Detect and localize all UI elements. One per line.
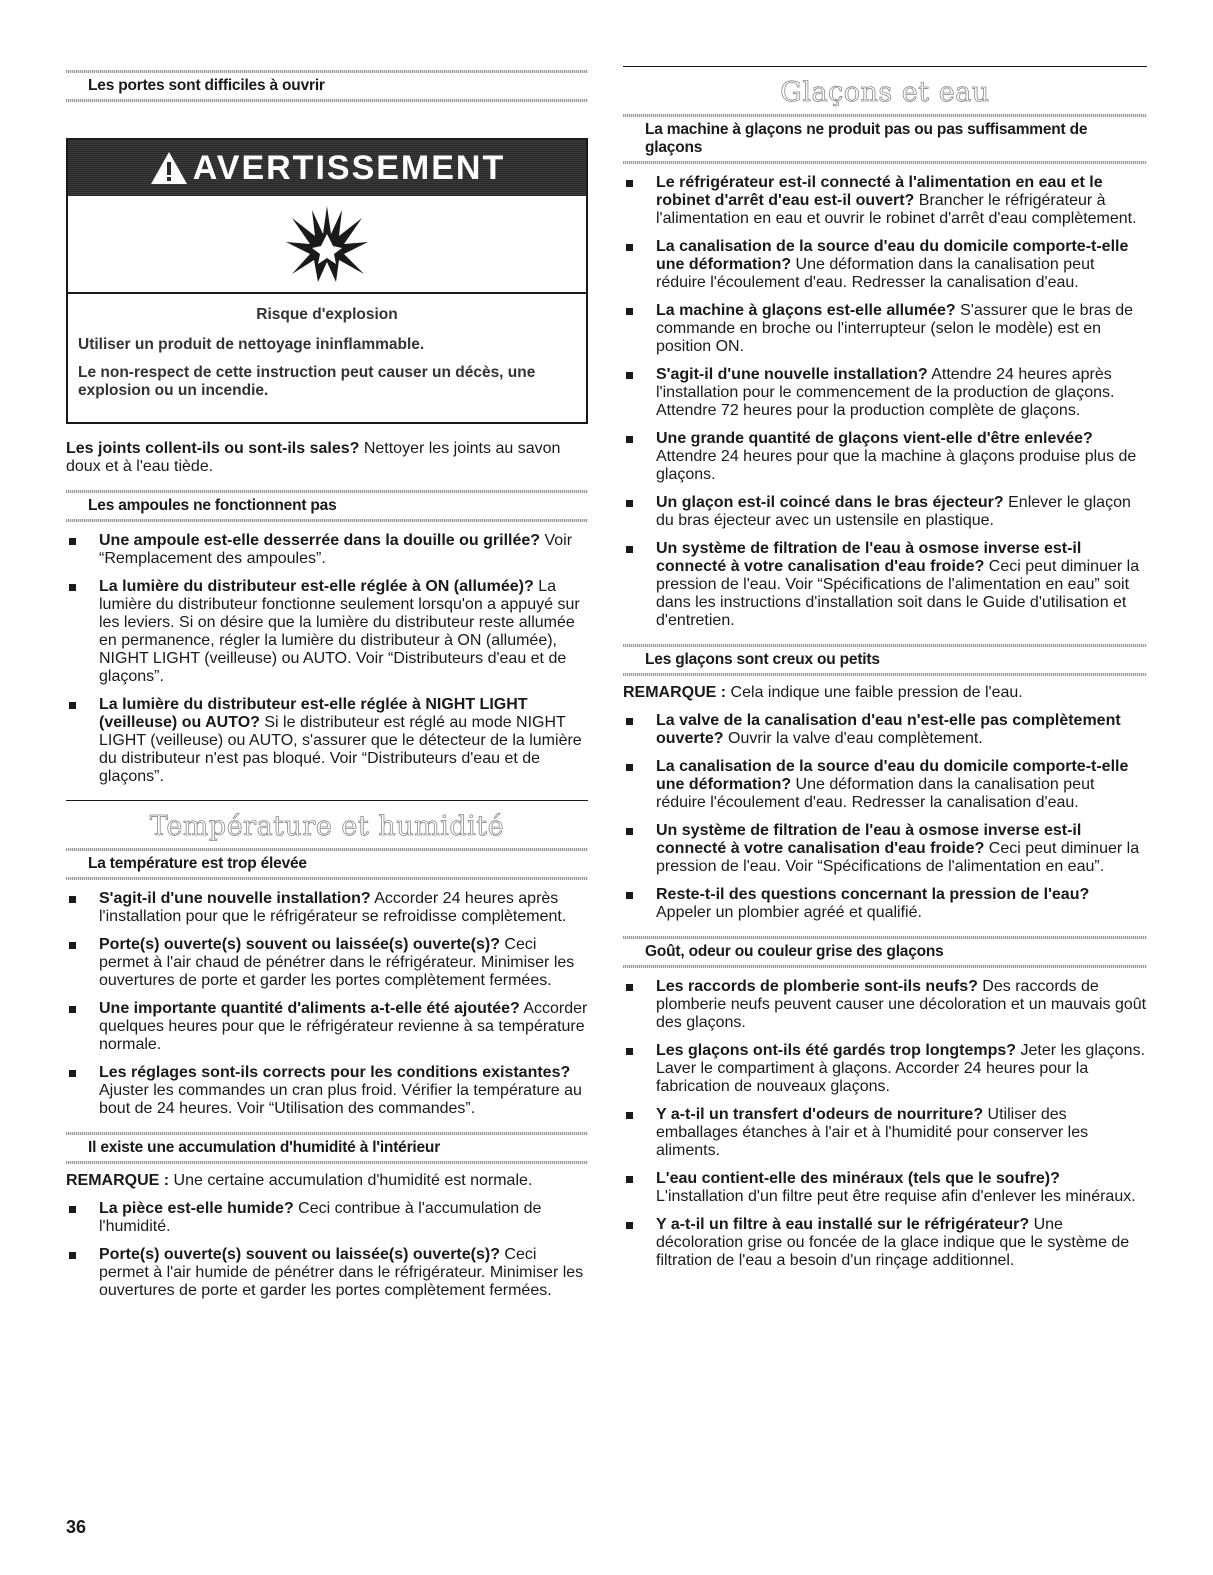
doors-heading: Les portes sont difficiles à ouvrir (66, 70, 588, 102)
list-item: La lumière du distributeur est-elle réglée à ON (allumée)? La lumière du distributeur fonctionne seulement lorsqu'on a appuyé sur les leviers. Si on désire que la lumière du distributeur reste allumée en permanence, régler la lumière du distributeur à ON (allumée), NIGHT LIGHT (veilleuse) ou AUTO. Voir “Distributeurs d'eau et de glaçons”. (66, 578, 588, 686)
list-item: Une importante quantité d'aliments a-t-elle été ajoutée? Accorder quelques heures pour que le réfrigérateur revienne à sa température normale. (66, 1000, 588, 1054)
list-item: Un système de filtration de l'eau à osmose inverse est-il connecté à votre canalisation d'eau froide? Ceci peut diminuer la pression de l'eau. Voir “Spécifications de l'alimentation en eau”. (623, 822, 1147, 876)
ice-section-title: Glaçons et eau (780, 77, 990, 108)
list-item: La pièce est-elle humide? Ceci contribue à l'accumulation de l'humidité. (66, 1200, 588, 1236)
humid-note: REMARQUE : Une certaine accumulation d'humidité est normale. (66, 1172, 533, 1189)
list-item: Un système de filtration de l'eau à osmose inverse est-il connecté à votre canalisation d'eau froide? Ceci peut diminuer la pression de l'eau. Voir “Spécifications de l'alimentation en eau” soit dans les instructions d'installation soit dans le Guide d'utilisation et d'entretien. (623, 540, 1147, 630)
list-item: Les raccords de plomberie sont-ils neufs? Des raccords de plomberie neufs peuvent causer une décoloration et un mauvais goût des glaçons. (623, 978, 1147, 1032)
list-item: La canalisation de la source d'eau du domicile comporte-t-elle une déformation? Une déformation dans la canalisation peut réduire l'écoulement d'eau. Redresser la canalisation d'eau. (623, 758, 1147, 812)
temp-heading: La température est trop élevée (66, 848, 588, 880)
hollow-heading: Les glaçons sont creux ou petits (623, 644, 1147, 676)
temp-section-title: Température et humidité (149, 811, 505, 842)
list-item: La canalisation de la source d'eau du domicile comporte-t-elle une déformation? Une déformation dans la canalisation peut réduire l'écoulement d'eau. Redresser la canalisation d'eau. (623, 238, 1147, 292)
warning-triangle-icon (149, 150, 189, 186)
bulbs-list (66, 532, 588, 786)
list-item: La machine à glaçons est-elle allumée? S'assurer que le bras de commande en broche ou l'interrupteur (selon le modèle) est en position ON. (623, 302, 1147, 356)
list-item: Porte(s) ouverte(s) souvent ou laissée(s) ouverte(s)? Ceci permet à l'air humide de pénétrer dans le réfrigérateur. Minimiser les ouvertures de porte et garder les portes complètement fermées. (66, 1246, 588, 1300)
list-item: S'agit-il d'une nouvelle installation? Accorder 24 heures après l'installation pour que le réfrigérateur se refroidisse complètement. (66, 890, 588, 926)
joints-answer: Nettoyer les joints au savon doux et à l'eau tiède. (66, 440, 561, 475)
list-item: Les réglages sont-ils corrects pour les conditions existantes? Ajuster les commandes un cran plus froid. Vérifier la température au bout de 24 heures. Voir “Utilisation des commandes”. (66, 1064, 588, 1118)
list-item: La lumière du distributeur est-elle réglée à NIGHT LIGHT (veilleuse) ou AUTO? Si le distributeur est réglé au mode NIGHT LIGHT (veilleuse) ou AUTO, s'assurer que le détecteur de la lumière du distributeur n'est pas bloqué. Voir “Distributeurs d'eau et de glaçons”. (66, 696, 588, 786)
list-item: Un glaçon est-il coincé dans le bras éjecteur? Enlever le glaçon du bras éjecteur avec un ustensile en plastique. (623, 494, 1147, 530)
list-item: La valve de la canalisation d'eau n'est-elle pas complètement ouverte? Ouvrir la valve d'eau complètement. (623, 712, 1147, 748)
ice-list (623, 174, 1147, 630)
list-item: Porte(s) ouverte(s) souvent ou laissée(s) ouverte(s)? Ceci permet à l'air chaud de pénétrer dans le réfrigérateur. Minimiser les ouvertures de porte et garder les portes complètement fermées. (66, 936, 588, 990)
list-item: S'agit-il d'une nouvelle installation? Attendre 24 heures après l'installation pour le commencement de la production de glaçons. Attendre 72 heures pour la production complète de glaçons. (623, 366, 1147, 420)
left-column (66, 0, 588, 1300)
right-column (623, 0, 1147, 1270)
joints-question: Les joints collent-ils ou sont-ils sales? (66, 440, 360, 457)
temp-list (66, 890, 588, 1118)
hollow-list (623, 712, 1147, 922)
list-item: Le réfrigérateur est-il connecté à l'alimentation en eau et le robinet d'arrêt d'eau est-il ouvert? Brancher le réfrigérateur à l'alimentation en eau et ouvrir le robinet d'arrêt d'eau complètement. (623, 174, 1147, 228)
explosion-icon (284, 204, 370, 284)
list-item: Reste-t-il des questions concernant la pression de l'eau? Appeler un plombier agréé et qualifié. (623, 886, 1147, 922)
humid-heading: Il existe une accumulation d'humidité à l'intérieur (66, 1132, 588, 1164)
warning-body (68, 294, 586, 422)
warning-title: AVERTISSEMENT (192, 148, 506, 187)
ice-heading: La machine à glaçons ne produit pas ou pas suffisamment de glaçons (623, 114, 1147, 164)
list-item: Y a-t-il un transfert d'odeurs de nourriture? Utiliser des emballages étanches à l'air et à l'humidité pour conserver les aliments. (623, 1106, 1147, 1160)
bulbs-heading: Les ampoules ne fonctionnent pas (66, 490, 588, 522)
list-item: Une ampoule est-elle desserrée dans la douille ou grillée? Voir “Remplacement des ampoules”. (66, 532, 588, 568)
list-item: Les glaçons ont-ils été gardés trop longtemps? Jeter les glaçons. Laver le compartiment à glaçons. Accorder 24 heures pour la fabrication de nouveaux glaçons. (623, 1042, 1147, 1096)
warning-line-1: Utiliser un produit de nettoyage ininflammable. (78, 336, 425, 353)
taste-list (623, 978, 1147, 1270)
list-item: L'eau contient-elle des minéraux (tels que le soufre)? L'installation d'un filtre peut être requise afin d'enlever les minéraux. (623, 1170, 1147, 1206)
humid-list (66, 1200, 588, 1300)
list-item: Une grande quantité de glaçons vient-elle d'être enlevée? Attendre 24 heures pour que la machine à glaçons produise plus de glaçons. (623, 430, 1147, 484)
hollow-note: REMARQUE : Cela indique une faible pression de l'eau. (623, 684, 1023, 701)
list-item: Y a-t-il un filtre à eau installé sur le réfrigérateur? Une décoloration grise ou foncée de la glace indique que le système de filtration de l'eau a besoin d'un rinçage additionnel. (623, 1216, 1147, 1270)
page-number: 36 (66, 1517, 87, 1537)
warning-risk: Risque d'explosion (256, 306, 398, 323)
warning-banner (68, 140, 586, 196)
warning-line-2: Le non-respect de cette instruction peut causer un décès, une explosion ou un incendie. (78, 364, 536, 399)
explosion-icon-row (68, 196, 586, 294)
joints-paragraph (66, 440, 588, 476)
warning-box (66, 138, 588, 424)
taste-heading: Goût, odeur ou couleur grise des glaçons (623, 936, 1147, 968)
